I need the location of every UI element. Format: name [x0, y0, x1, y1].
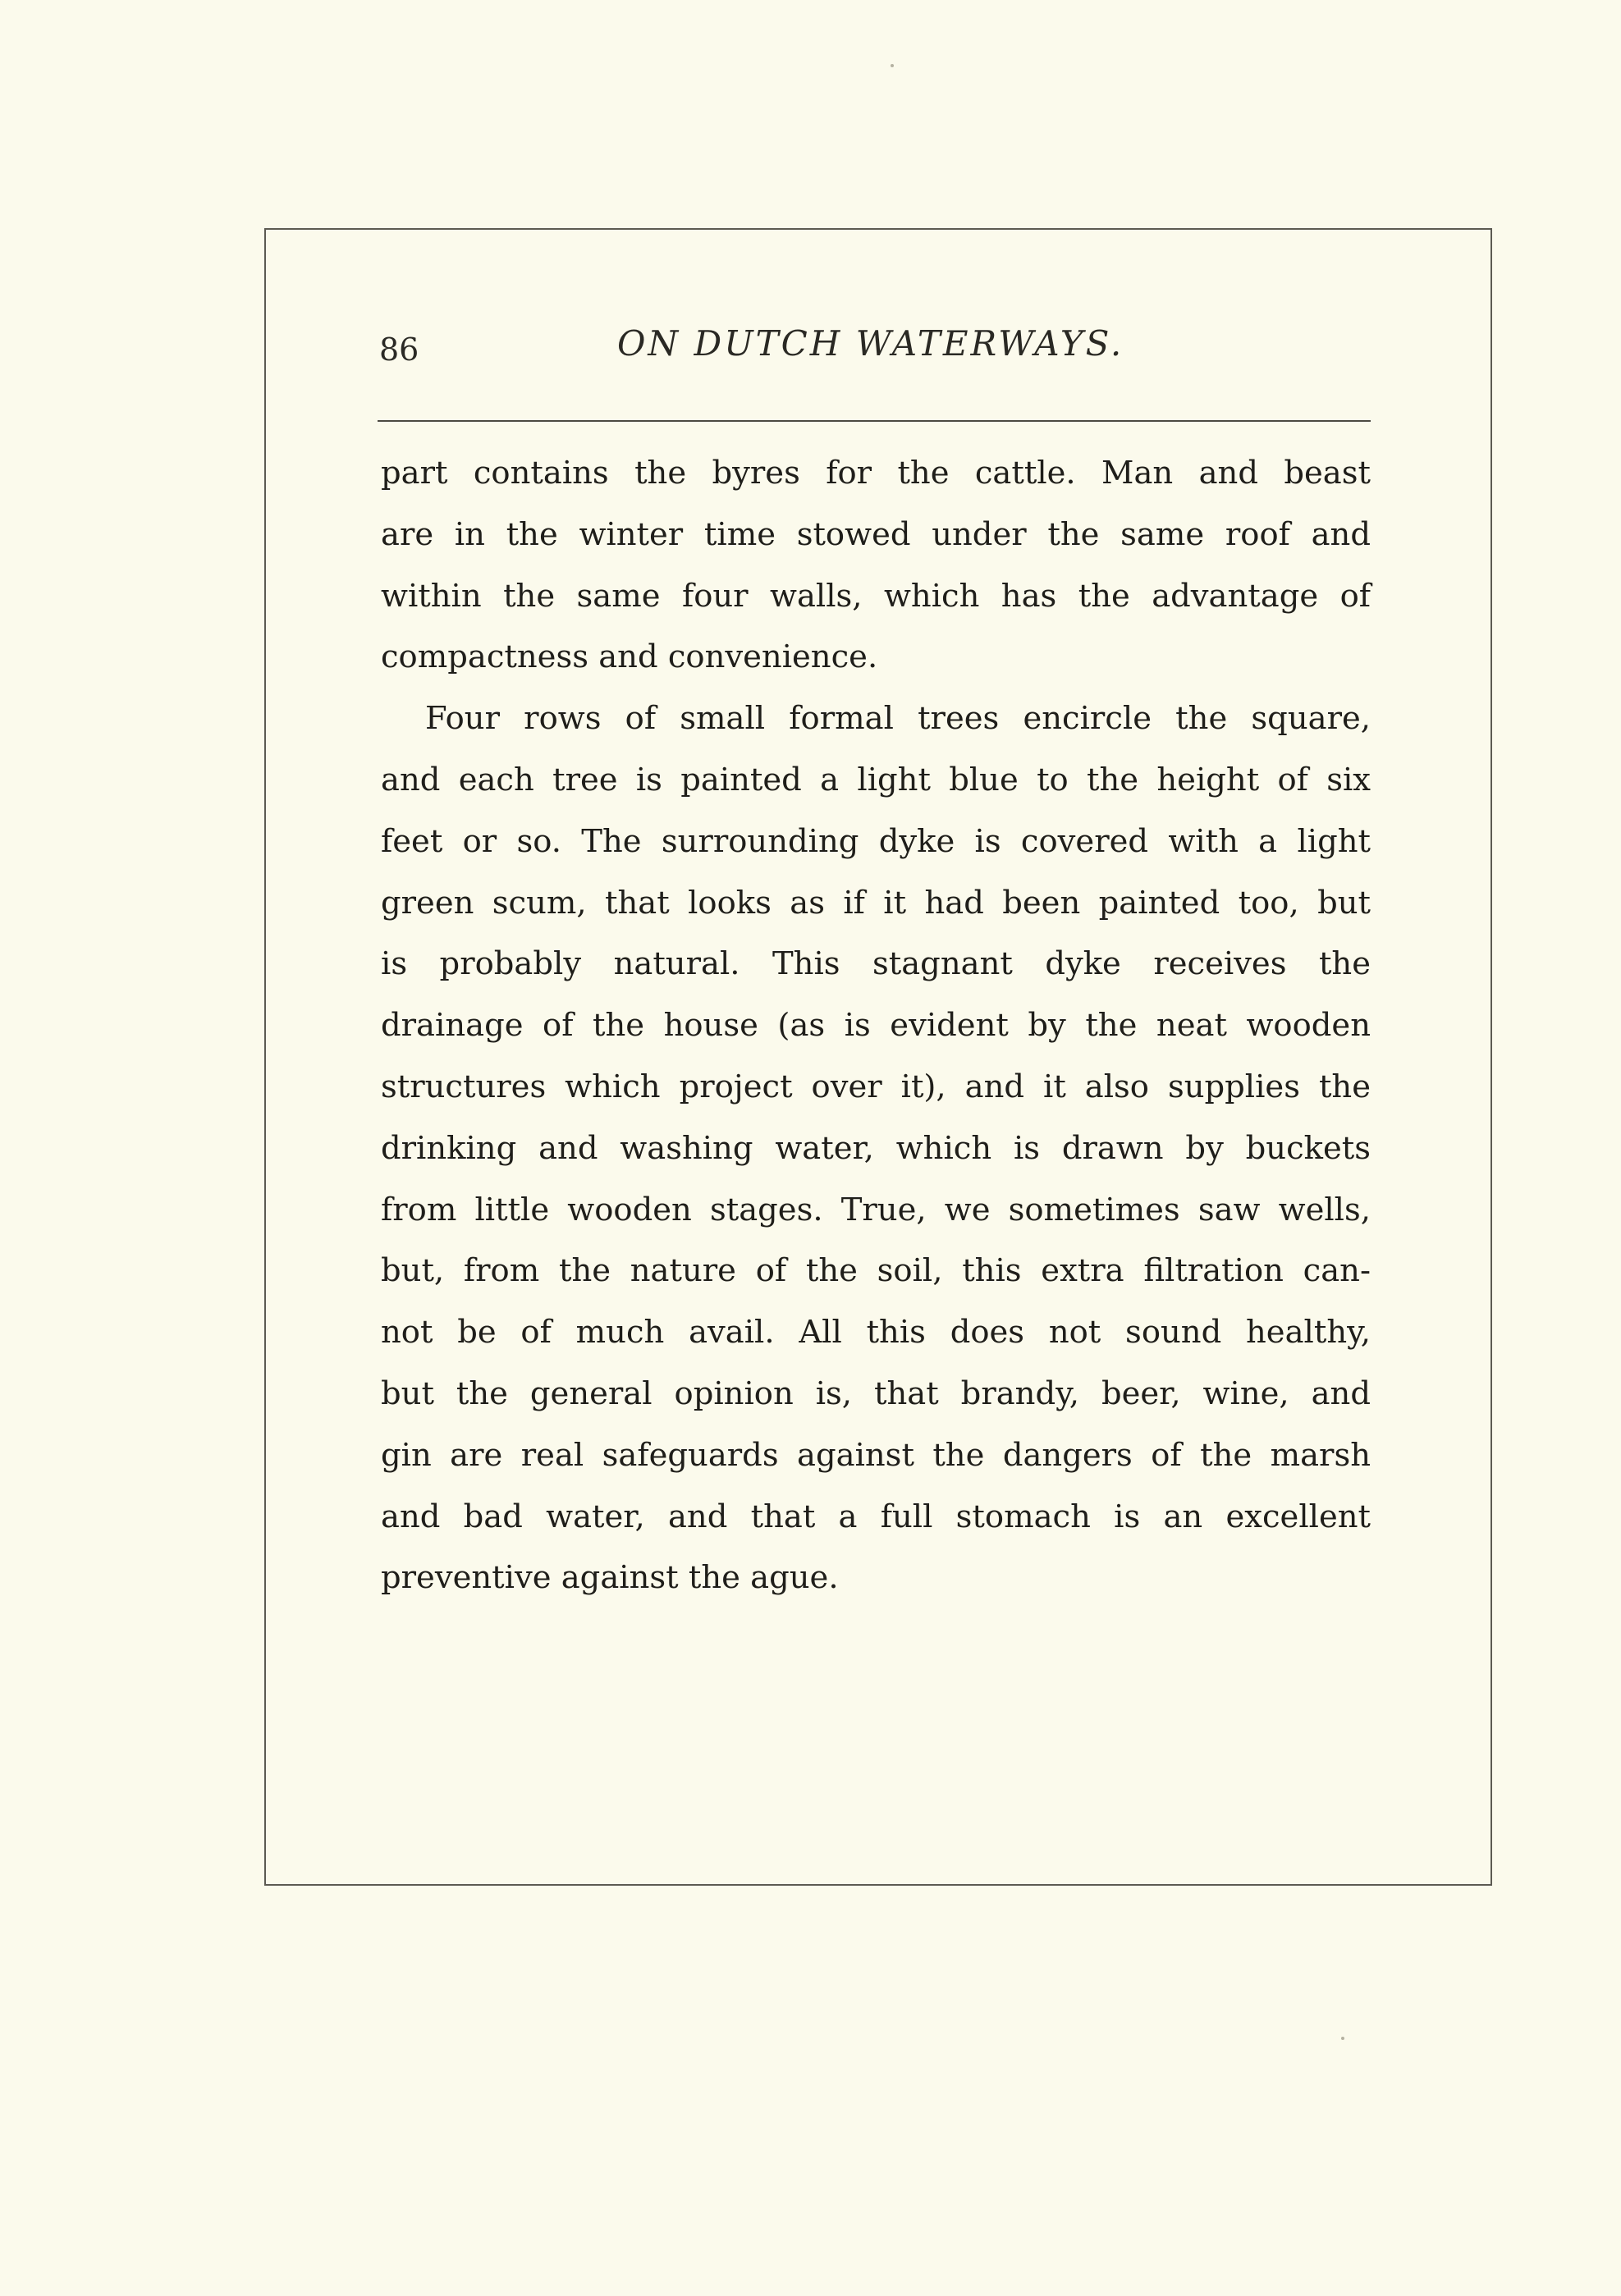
text-line: within the same four walls, which has the advantage of	[381, 577, 1371, 615]
text-line: and each tree is painted a light blue to the height of six	[381, 761, 1371, 798]
text-line: but, from the nature of the soil, this extra filtration can-	[381, 1252, 1371, 1290]
text-line: Four rows of small formal trees encircle the square,	[425, 700, 1371, 738]
paper-speck	[891, 64, 894, 67]
text-line: preventive against the ague.	[381, 1559, 839, 1597]
text-line: drinking and washing water, which is drawn by buckets	[381, 1129, 1371, 1167]
text-line: part contains the byres for the cattle. Man and beast	[381, 455, 1371, 492]
page-header	[379, 323, 1369, 381]
text-line: from little wooden stages. True, we sometimes saw wells,	[381, 1191, 1371, 1228]
text-line: are in the winter time stowed under the same roof and	[381, 515, 1371, 553]
text-line: gin are real safeguards against the dangers of the marsh	[381, 1436, 1371, 1474]
paragraph	[381, 688, 1371, 1609]
text-line: and bad water, and that a full stomach is an excellent	[381, 1498, 1371, 1535]
header-rule	[378, 420, 1371, 422]
text-line: structures which project over it), and it also supplies the	[381, 1068, 1371, 1105]
text-line: not be of much avail. All this does not sound healthy,	[381, 1314, 1371, 1352]
text-line: drainage of the house (as is evident by the neat wooden	[381, 1007, 1371, 1045]
text-line: but the general opinion is, that brandy, beer, wine, and	[381, 1374, 1371, 1412]
paragraph	[381, 443, 1371, 688]
text-line: feet or so. The surrounding dyke is covered with a light	[381, 822, 1371, 860]
body-text	[381, 443, 1371, 1609]
text-line: compactness and convenience.	[381, 638, 878, 676]
page-number: 86	[379, 332, 419, 368]
text-line: is probably natural. This stagnant dyke receives the	[381, 945, 1371, 983]
paper-speck	[1341, 2037, 1344, 2040]
text-line: green scum, that looks as if it had been painted too, but	[381, 884, 1371, 922]
running-head: ON DUTCH WATERWAYS.	[617, 323, 1124, 364]
